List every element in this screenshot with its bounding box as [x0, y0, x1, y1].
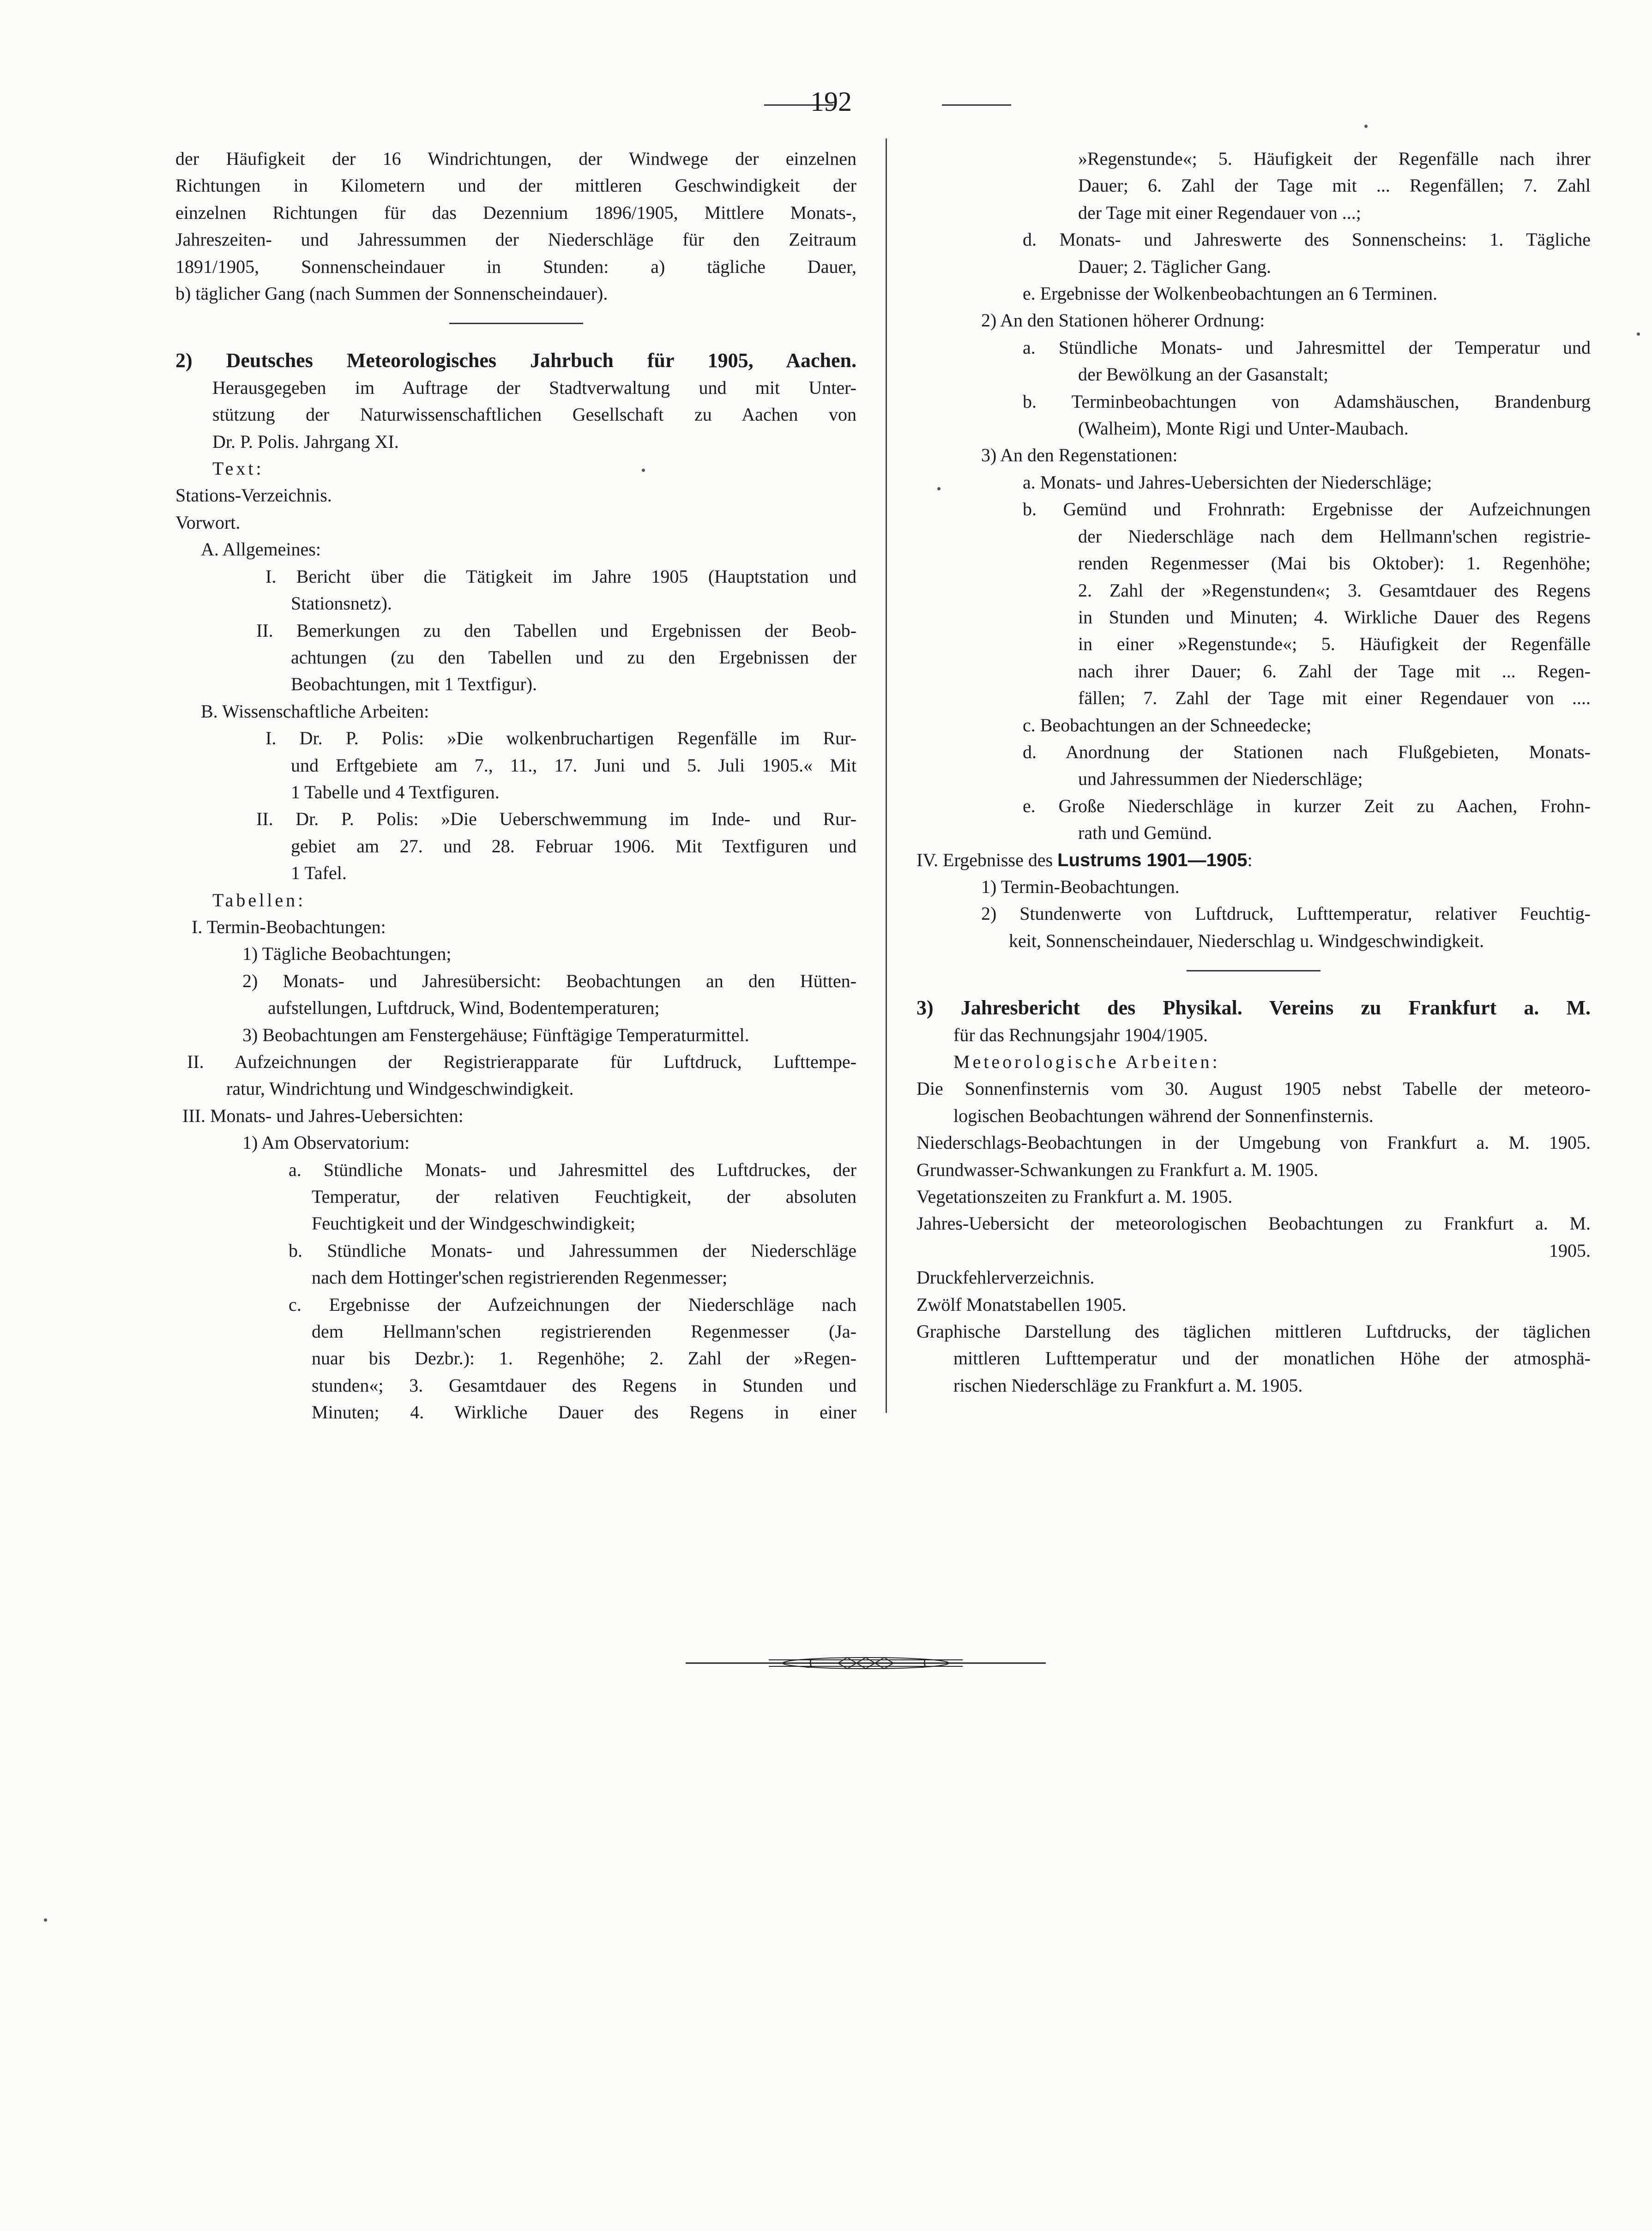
print-speck [937, 487, 941, 490]
text-line: a. Stündliche Monats- und Jahresmittel der Temperatur und [1023, 337, 1591, 358]
text-line: e. Ergebnisse der Wolkenbeobachtungen an 6 Terminen. [1023, 283, 1438, 304]
text-line: ratur, Windrichtung und Windgeschwindigkeit. [226, 1078, 574, 1099]
text-line: Beobachtungen, mit 1 Textfigur). [291, 674, 537, 695]
text-line: Stations-Verzeichnis. [175, 485, 332, 506]
text-line: nach dem Hottinger'schen registrierenden Regenmesser; [312, 1267, 728, 1288]
text-line: Dauer; 2. Täglicher Gang. [1078, 256, 1271, 277]
text-line: 1) Tägliche Beobachtungen; [242, 943, 452, 965]
text-line: Herausgegeben im Auftrage der Stadtverwaltung und mit Unter- [212, 377, 856, 398]
text-line: rischen Niederschläge zu Frankfurt a. M. 1905. [953, 1375, 1303, 1396]
text-line: gebiet am 27. und 28. Februar 1906. Mit Textfiguren und [291, 835, 856, 856]
svg-text:3: 3 [919, 1657, 927, 1671]
section-heading: 2) Deutsches Meteorologisches Jahrbuch für 1905, Aachen. [175, 349, 856, 372]
text-line: Meteorologische Arbeiten: [953, 1051, 1220, 1072]
text-line: (Walheim), Monte Rigi und Unter-Maubach. [1078, 418, 1409, 439]
text-line: keit, Sonnenscheindauer, Niederschlag u. Windgeschwindigkeit. [1009, 930, 1484, 951]
text-line: e. Große Niederschläge in kurzer Zeit zu Aachen, Frohn- [1023, 795, 1591, 816]
text-line: I. Bericht über die Tätigkeit im Jahre 1905 (Hauptstation und [265, 566, 856, 587]
text-line: III. Monats- und Jahres-Uebersichten: [182, 1105, 464, 1126]
page-number: 192 [810, 86, 852, 117]
text-line: aufstellungen, Luftdruck, Wind, Bodentemperaturen; [268, 997, 660, 1019]
text-line: I. Dr. P. Polis: »Die wolkenbruchartigen Regenfälle im Rur- [265, 728, 856, 749]
text-line: dem Hellmann'schen registrierenden Regenmesser (Ja- [312, 1321, 856, 1342]
text-line: Jahreszeiten- und Jahressummen der Niederschläge für den Zeitraum [175, 229, 856, 250]
column-divider [886, 139, 887, 1413]
text-line: 1 Tabelle und 4 Textfiguren. [291, 781, 500, 802]
text-line: Richtungen in Kilometern und der mittleren Geschwindigkeit der [175, 175, 856, 196]
text-line: in einer »Regenstunde«; 5. Häufigkeit der Regenfälle [1078, 633, 1591, 655]
text-line: Zwölf Monatstabellen 1905. [916, 1294, 1127, 1315]
section-separator [449, 323, 583, 324]
text-line: Temperatur, der relativen Feuchtigkeit, der absoluten [312, 1186, 856, 1207]
text-line: Die Sonnenfinsternis vom 30. August 1905 nebst Tabelle der meteoro- [916, 1078, 1591, 1099]
text-line: 1905. [1549, 1240, 1591, 1261]
text-line: Vegetationszeiten zu Frankfurt a. M. 1905. [916, 1186, 1233, 1207]
text-line: Stationsnetz). [291, 593, 392, 614]
text-line: der Niederschläge nach dem Hellmann'schen registrie- [1078, 525, 1591, 547]
text-line: einzelnen Richtungen für das Dezennium 1896/1905, Mittlere Monats-, [175, 202, 856, 223]
print-speck [642, 469, 645, 472]
text-line: 2) Monats- und Jahresübersicht: Beobachtungen an den Hütten- [242, 970, 856, 991]
text-line: und Erftgebiete am 7., 11., 17. Juni und 5. Juli 1905.« Mit [291, 754, 856, 776]
text-line: c. Ergebnisse der Aufzeichnungen der Niederschläge nach [289, 1294, 856, 1315]
text-line: der Häufigkeit der 16 Windrichtungen, der Windwege der einzelnen [175, 148, 856, 169]
text-line: in Stunden und Minuten; 4. Wirkliche Dauer des Regens [1078, 606, 1591, 627]
text-line: a. Stündliche Monats- und Jahresmittel des Luftdruckes, der [289, 1159, 856, 1180]
text-line: Graphische Darstellung des täglichen mittleren Luftdrucks, der täglichen [916, 1321, 1591, 1342]
print-speck [44, 1918, 47, 1922]
text-line: 3) Beobachtungen am Fenstergehäuse; Fünftägige Temperaturmittel. [242, 1024, 749, 1045]
text-line: Dr. P. Polis. Jahrgang XI. [212, 431, 399, 452]
section-heading: 3) Jahresbericht des Physikal. Vereins zu Frankfurt a. M. [916, 996, 1591, 1019]
text-line: Dauer; 6. Zahl der Tage mit ... Regenfällen; 7. Zahl [1078, 175, 1591, 196]
left-column [175, 145, 856, 1426]
text-line: mittleren Lufttemperatur und der monatlichen Höhe der atmosphä- [953, 1348, 1591, 1369]
text-line: fällen; 7. Zahl der Tage mit einer Regendauer von .... [1078, 687, 1591, 709]
text-line: 1) Termin-Beobachtungen. [981, 876, 1180, 897]
text-line: b) täglicher Gang (nach Summen der Sonnenscheindauer). [175, 283, 608, 304]
text-line: B. Wissenschaftliche Arbeiten: [201, 700, 429, 722]
text-line: stützung der Naturwissenschaftlichen Gesellschaft zu Aachen von [212, 404, 856, 425]
text-line: logischen Beobachtungen während der Sonnenfinsternis. [953, 1105, 1374, 1126]
text-line: IV. Ergebnisse des Lustrums 1901—1905: [916, 849, 1253, 870]
text-line: Minuten; 4. Wirkliche Dauer des Regens in einer [312, 1402, 856, 1423]
section-separator [1187, 970, 1320, 971]
text-line: b. Terminbeobachtungen von Adamshäuschen, Brandenburg [1023, 391, 1591, 412]
text-line: stunden«; 3. Gesamtdauer des Regens in Stunden und [312, 1375, 856, 1396]
text-line: 1891/1905, Sonnenscheindauer in Stunden: a) tägliche Dauer, [175, 256, 856, 277]
text-line: II. Bemerkungen zu den Tabellen und Ergebnissen der Beob- [256, 620, 856, 641]
text-line: und Jahressummen der Niederschläge; [1078, 768, 1363, 790]
text-line: b. Gemünd und Frohnrath: Ergebnisse der Aufzeichnungen [1023, 499, 1591, 520]
text-line: d. Monats- und Jahreswerte des Sonnenscheins: 1. Tägliche [1023, 229, 1591, 250]
text-line: A. Allgemeines: [201, 539, 321, 560]
page-number-rule-right [942, 104, 1011, 106]
text-line: 1 Tafel. [291, 862, 347, 884]
print-speck [1364, 125, 1368, 128]
svg-text:3: 3 [805, 1657, 813, 1671]
text-line: achtungen (zu den Tabellen und zu den Ergebnissen der [291, 646, 856, 668]
text-line: Jahres-Uebersicht der meteorologischen Beobachtungen zu Frankfurt a. M. [916, 1213, 1591, 1234]
text-line: nach ihrer Dauer; 6. Zahl der Tage mit ... Regen- [1078, 660, 1591, 681]
text-line: I. Termin-Beobachtungen: [192, 916, 386, 937]
text-line: 2) Stundenwerte von Luftdruck, Lufttemperatur, relativer Feuchtig- [981, 903, 1591, 924]
text-line: Vorwort. [175, 512, 241, 533]
text-line: Feuchtigkeit und der Windgeschwindigkeit; [312, 1213, 635, 1234]
text-line: c. Beobachtungen an der Schneedecke; [1023, 714, 1312, 736]
text-line: 1) Am Observatorium: [242, 1132, 410, 1153]
text-line: II. Dr. P. Polis: »Die Ueberschwemmung im Inde- und Rur- [256, 808, 856, 830]
text-line: 2. Zahl der »Regenstunden«; 3. Gesamtdauer des Regens [1078, 579, 1591, 601]
text-line: Niederschlags-Beobachtungen in der Umgebung von Frankfurt a. M. 1905. [916, 1132, 1591, 1153]
right-column [916, 145, 1591, 1399]
text-line: rath und Gemünd. [1078, 822, 1212, 844]
text-line: b. Stündliche Monats- und Jahressummen der Niederschläge [289, 1240, 856, 1261]
print-speck [1637, 332, 1640, 336]
text-line: renden Regenmesser (Mai bis Oktober): 1. Regenhöhe; [1078, 553, 1591, 574]
text-line: der Bewölkung an der Gasanstalt; [1078, 364, 1329, 385]
text-line: Grundwasser-Schwankungen zu Frankfurt a. M. 1905. [916, 1159, 1319, 1180]
text-line: 3) An den Regenstationen: [981, 445, 1178, 466]
text-line: a. Monats- und Jahres-Uebersichten der Niederschläge; [1023, 471, 1432, 493]
end-ornament [686, 1654, 1046, 1672]
text-line: II. Aufzeichnungen der Registrierapparate für Luftdruck, Lufttempe- [187, 1051, 856, 1072]
text-line: »Regenstunde«; 5. Häufigkeit der Regenfälle nach ihrer [1078, 148, 1591, 169]
text-line: 2) An den Stationen höherer Ordnung: [981, 310, 1265, 331]
text-line: Tabellen: [212, 889, 306, 910]
text-line: für das Rechnungsjahr 1904/1905. [953, 1024, 1208, 1045]
text-line: nuar bis Dezbr.): 1. Regenhöhe; 2. Zahl der »Regen- [312, 1348, 856, 1369]
text-line: d. Anordnung der Stationen nach Flußgebieten, Monats- [1023, 741, 1591, 762]
text-line: Druckfehlerverzeichnis. [916, 1267, 1095, 1288]
text-line: der Tage mit einer Regendauer von ...; [1078, 202, 1361, 223]
text-line: Text: [212, 458, 264, 479]
